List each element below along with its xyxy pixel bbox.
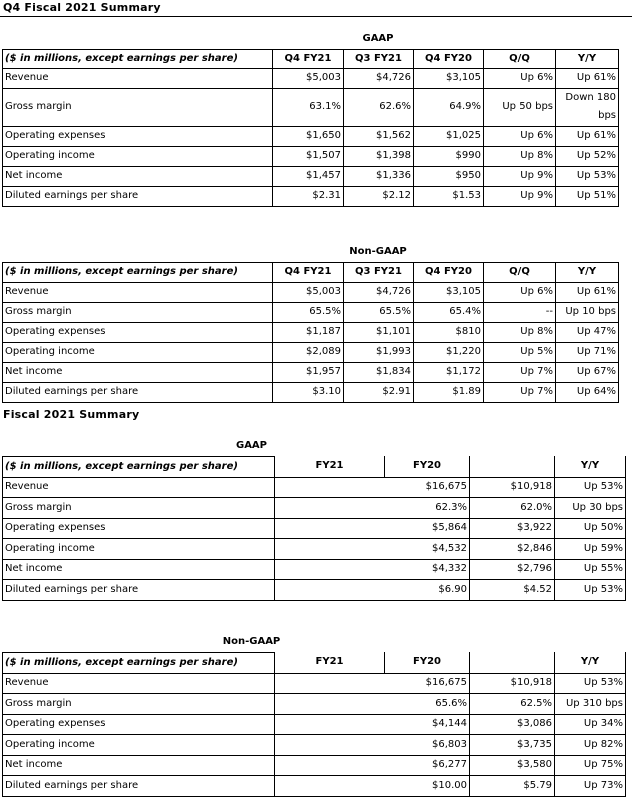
table-row	[3, 714, 626, 734]
cell-value: $2.12	[344, 186, 414, 206]
cell-value: $4,726	[344, 282, 414, 302]
cell-value: $5,864	[275, 518, 470, 538]
column-header: FY21	[275, 456, 385, 477]
cell-value: $810	[414, 322, 484, 342]
table-row	[3, 734, 626, 755]
cell-value: $3,735	[470, 734, 555, 755]
cell-value: Up 82%	[555, 734, 626, 755]
cell-value: 65.5%	[344, 302, 414, 322]
cell-value: $2.91	[344, 382, 414, 402]
cell-value: $2,796	[470, 559, 555, 579]
cell-value: $1,650	[273, 126, 344, 146]
cell-value: Up 47%	[556, 322, 619, 342]
row-label: Operating income	[3, 342, 273, 362]
cell-value: Down 180 bps	[556, 88, 619, 126]
q4-section-title: Q4 Fiscal 2021 Summary	[3, 1, 161, 14]
cell-value: $3,086	[470, 714, 555, 734]
cell-value: 64.9%	[414, 88, 484, 126]
cell-value: Up 310 bps	[555, 693, 626, 714]
table-row	[3, 559, 626, 579]
cell-value: Up 10 bps	[556, 302, 619, 322]
table-row	[3, 579, 626, 600]
row-label: Gross margin	[3, 497, 275, 518]
q4-gaap-group-label: GAAP	[273, 30, 484, 49]
row-label: Net income	[3, 755, 275, 775]
cell-value: $16,675	[275, 477, 470, 497]
cell-value: Up 6%	[484, 68, 556, 88]
cell-value: Up 51%	[556, 186, 619, 206]
column-header: Q4 FY21	[273, 49, 344, 68]
cell-value: Up 6%	[484, 126, 556, 146]
cell-value: 65.4%	[414, 302, 484, 322]
cell-value: Up 73%	[555, 775, 626, 796]
row-label: Revenue	[3, 282, 273, 302]
fy-section-title: Fiscal 2021 Summary	[3, 408, 140, 421]
cell-value: Up 59%	[555, 538, 626, 559]
cell-value: Up 61%	[556, 68, 619, 88]
table-row	[3, 497, 626, 518]
cell-value: Up 53%	[555, 673, 626, 693]
column-header: Y/Y	[555, 652, 626, 673]
column-header: Q4 FY20	[414, 49, 484, 68]
cell-value: Up 53%	[555, 579, 626, 600]
cell-value: Up 6%	[484, 282, 556, 302]
cell-value: Up 61%	[556, 282, 619, 302]
cell-value: $4,726	[344, 68, 414, 88]
cell-value: $4,532	[275, 538, 470, 559]
column-header: Y/Y	[556, 49, 619, 68]
cell-value: Up 7%	[484, 362, 556, 382]
cell-value: $16,675	[275, 673, 470, 693]
cell-value: $1,457	[273, 166, 344, 186]
row-label: Gross margin	[3, 693, 275, 714]
cell-value: $1,025	[414, 126, 484, 146]
q4-nongaap-group-label: Non-GAAP	[273, 243, 484, 262]
cell-value: Up 7%	[484, 382, 556, 402]
cell-value: 62.0%	[470, 497, 555, 518]
cell-value: Up 53%	[555, 477, 626, 497]
row-label: Diluted earnings per share	[3, 382, 273, 402]
cell-value: 62.5%	[470, 693, 555, 714]
column-header: Q4 FY21	[273, 262, 344, 282]
row-label: Operating expenses	[3, 518, 275, 538]
table-row	[3, 673, 626, 693]
row-label: Operating expenses	[3, 126, 273, 146]
cell-value: $3,922	[470, 518, 555, 538]
cell-value: $10,918	[470, 477, 555, 497]
unit-label: ($ in millions, except earnings per share)	[3, 456, 275, 477]
fy-nongaap-table	[2, 632, 626, 797]
row-label: Gross margin	[3, 302, 273, 322]
cell-value: $1,220	[414, 342, 484, 362]
table-row	[3, 382, 619, 402]
cell-value: $5.79	[470, 775, 555, 796]
table-row	[3, 342, 619, 362]
cell-value: $950	[414, 166, 484, 186]
table-row	[3, 126, 619, 146]
table-row	[3, 322, 619, 342]
column-header: Q4 FY20	[414, 262, 484, 282]
cell-value: Up 8%	[484, 146, 556, 166]
q4-nongaap-table	[2, 243, 619, 403]
cell-value: $10.00	[275, 775, 470, 796]
cell-value: Up 9%	[484, 186, 556, 206]
table-row	[3, 693, 626, 714]
cell-value: $1,957	[273, 362, 344, 382]
unit-label: ($ in millions, except earnings per share)	[3, 652, 275, 673]
row-label: Diluted earnings per share	[3, 775, 275, 796]
cell-value: Up 67%	[556, 362, 619, 382]
cell-value: 62.6%	[344, 88, 414, 126]
cell-value: $6,803	[275, 734, 470, 755]
column-header: Q3 FY21	[344, 262, 414, 282]
cell-value: Up 9%	[484, 166, 556, 186]
row-label: Revenue	[3, 68, 273, 88]
cell-value: $3,105	[414, 282, 484, 302]
column-header: Q/Q	[484, 49, 556, 68]
cell-value: $1.53	[414, 186, 484, 206]
cell-value: Up 5%	[484, 342, 556, 362]
column-header: FY20	[385, 652, 470, 673]
cell-value: $1,398	[344, 146, 414, 166]
table-row	[3, 166, 619, 186]
cell-value: 65.5%	[273, 302, 344, 322]
table-row	[3, 538, 626, 559]
cell-value: $4,144	[275, 714, 470, 734]
cell-value: Up 71%	[556, 342, 619, 362]
cell-value: $2,089	[273, 342, 344, 362]
cell-value: $1,101	[344, 322, 414, 342]
cell-value: $1,187	[273, 322, 344, 342]
cell-value: Up 8%	[484, 322, 556, 342]
cell-value: $1,336	[344, 166, 414, 186]
table-row	[3, 186, 619, 206]
table-row	[3, 88, 619, 126]
cell-value: Up 52%	[556, 146, 619, 166]
cell-value: $4.52	[470, 579, 555, 600]
row-label: Net income	[3, 559, 275, 579]
cell-value: $10,918	[470, 673, 555, 693]
table-row	[3, 755, 626, 775]
cell-value: $1,507	[273, 146, 344, 166]
table-row	[3, 282, 619, 302]
cell-value: Up 53%	[556, 166, 619, 186]
row-label: Gross margin	[3, 88, 273, 126]
cell-value: $1,562	[344, 126, 414, 146]
row-label: Operating expenses	[3, 714, 275, 734]
row-label: Revenue	[3, 477, 275, 497]
cell-value: 65.6%	[275, 693, 470, 714]
table-row	[3, 68, 619, 88]
cell-value: $990	[414, 146, 484, 166]
unit-label: ($ in millions, except earnings per share)	[3, 262, 273, 282]
unit-label: ($ in millions, except earnings per share)	[3, 49, 273, 68]
cell-value: $1,834	[344, 362, 414, 382]
cell-value: $1.89	[414, 382, 484, 402]
q4-gaap-table	[2, 30, 619, 207]
cell-value: $3,105	[414, 68, 484, 88]
cell-value: Up 55%	[555, 559, 626, 579]
column-header: FY20	[385, 456, 470, 477]
cell-value: $6.90	[275, 579, 470, 600]
cell-value: $1,172	[414, 362, 484, 382]
cell-value: $2.31	[273, 186, 344, 206]
column-header: Q3 FY21	[344, 49, 414, 68]
cell-value: Up 64%	[556, 382, 619, 402]
row-label: Operating income	[3, 146, 273, 166]
cell-value: $4,332	[275, 559, 470, 579]
row-label: Operating income	[3, 538, 275, 559]
row-label: Operating expenses	[3, 322, 273, 342]
row-label: Diluted earnings per share	[3, 579, 275, 600]
top-rule	[0, 16, 632, 17]
cell-value: Up 50%	[555, 518, 626, 538]
cell-value: $3.10	[273, 382, 344, 402]
cell-value: Up 61%	[556, 126, 619, 146]
cell-value: $5,003	[273, 68, 344, 88]
cell-value: --	[484, 302, 556, 322]
cell-value: $5,003	[273, 282, 344, 302]
cell-value: Up 50 bps	[484, 88, 556, 126]
cell-value: $1,993	[344, 342, 414, 362]
cell-value: 62.3%	[275, 497, 470, 518]
column-header: Y/Y	[555, 456, 626, 477]
table-row	[3, 477, 626, 497]
table-row	[3, 302, 619, 322]
row-label: Net income	[3, 362, 273, 382]
cell-value: Up 75%	[555, 755, 626, 775]
cell-value: $6,277	[275, 755, 470, 775]
cell-value: $3,580	[470, 755, 555, 775]
cell-value: Up 30 bps	[555, 497, 626, 518]
table-row	[3, 775, 626, 796]
row-label: Diluted earnings per share	[3, 186, 273, 206]
fy-nongaap-group-label: Non-GAAP	[222, 635, 281, 647]
column-header: Y/Y	[556, 262, 619, 282]
table-row	[3, 518, 626, 538]
column-header: FY21	[275, 652, 385, 673]
cell-value: 63.1%	[273, 88, 344, 126]
row-label: Operating income	[3, 734, 275, 755]
table-row	[3, 146, 619, 166]
fy-gaap-table	[2, 437, 626, 601]
row-label: Net income	[3, 166, 273, 186]
table-row	[3, 362, 619, 382]
cell-value: $2,846	[470, 538, 555, 559]
column-header: Q/Q	[484, 262, 556, 282]
cell-value: Up 34%	[555, 714, 626, 734]
row-label: Revenue	[3, 673, 275, 693]
fy-gaap-group-label: GAAP	[235, 440, 267, 452]
